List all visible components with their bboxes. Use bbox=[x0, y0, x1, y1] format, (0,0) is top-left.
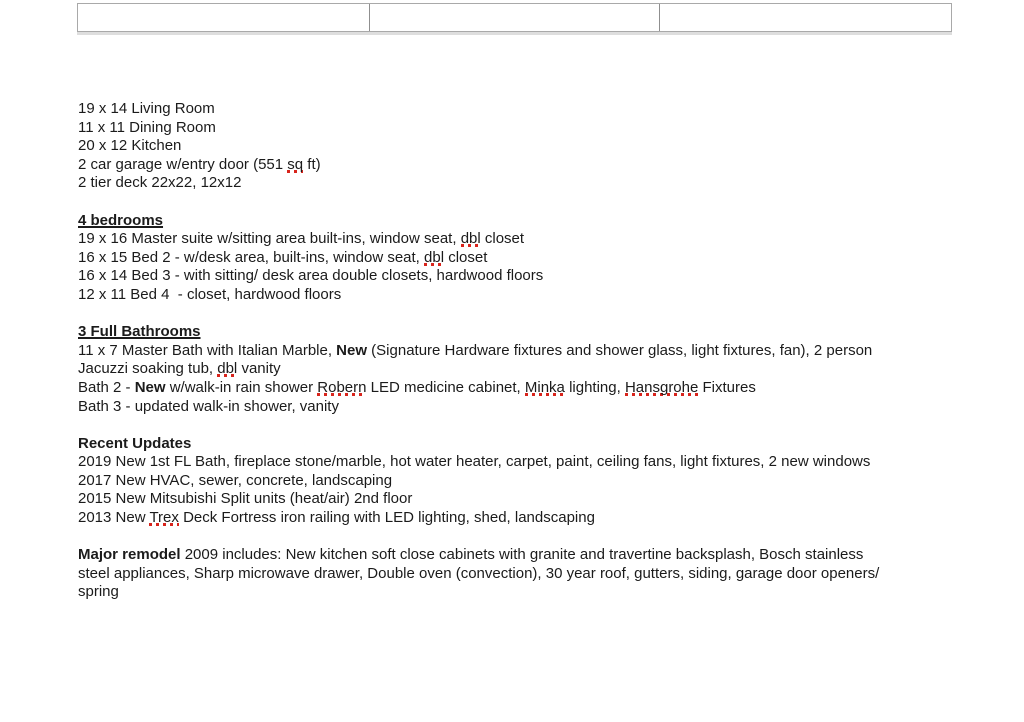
text-run: 12 x 11 Bed 4 - closet, hardwood floors bbox=[78, 285, 342, 303]
document-body bbox=[78, 100, 958, 602]
section-rooms bbox=[78, 100, 958, 193]
text-line bbox=[78, 342, 958, 361]
section-heading-bathrooms: 3 Full Bathrooms bbox=[78, 323, 201, 341]
text-line bbox=[78, 119, 958, 138]
text-run: 2013 New bbox=[78, 509, 150, 527]
text-run: closet bbox=[444, 248, 488, 266]
bold-text-run: Major remodel bbox=[78, 546, 181, 564]
text-line bbox=[78, 174, 958, 193]
text-run: (Signature Hardware fixtures and shower glass, light fixtures, fan), 2 person bbox=[367, 341, 873, 359]
text-run: Bath 2 - bbox=[78, 378, 135, 396]
spellcheck-word: dbl bbox=[424, 248, 445, 266]
section-heading-bedrooms: 4 bedrooms bbox=[78, 211, 164, 229]
table-cell-3 bbox=[660, 4, 951, 31]
text-run: LED medicine cabinet, bbox=[366, 378, 525, 396]
text-line bbox=[78, 398, 958, 417]
text-line bbox=[78, 472, 958, 491]
text-run: Bath 3 - updated walk-in shower, vanity bbox=[78, 397, 339, 415]
text-line bbox=[78, 490, 958, 509]
header-table bbox=[77, 3, 952, 32]
text-run: 19 x 16 Master suite w/sitting area built-ins, window seat, bbox=[78, 230, 461, 248]
table-cell-2 bbox=[370, 4, 659, 31]
section-heading-recent-updates: Recent Updates bbox=[78, 434, 192, 452]
text-run: 2 tier deck 22x22, 12x12 bbox=[78, 174, 242, 192]
text-line bbox=[78, 583, 958, 602]
spellcheck-word: Robern bbox=[317, 378, 367, 396]
section-recent-updates bbox=[78, 435, 958, 528]
text-line bbox=[78, 509, 958, 528]
text-run: 2017 New HVAC, sewer, concrete, landscaping bbox=[78, 471, 393, 489]
text-run: spring bbox=[78, 583, 119, 601]
text-run: 11 x 11 Dining Room bbox=[78, 118, 216, 136]
text-run: lighting, bbox=[564, 378, 625, 396]
text-run: 2015 New Mitsubishi Split units (heat/air) 2nd floor bbox=[78, 490, 413, 508]
text-run: 11 x 7 Master Bath with Italian Marble, bbox=[78, 341, 337, 359]
text-line bbox=[78, 453, 958, 472]
text-run: Jacuzzi soaking tub, bbox=[78, 360, 218, 378]
text-line bbox=[78, 360, 958, 379]
spellcheck-word: dbl bbox=[217, 360, 238, 378]
text-line bbox=[78, 267, 958, 286]
text-run: closet bbox=[480, 230, 525, 248]
text-line bbox=[78, 565, 958, 584]
text-line bbox=[78, 379, 958, 398]
text-line bbox=[78, 137, 958, 156]
section-major-remodel bbox=[78, 546, 958, 602]
bold-text-run: New bbox=[134, 378, 166, 396]
text-line bbox=[78, 156, 958, 175]
spellcheck-word: Trex bbox=[149, 509, 179, 527]
text-run: 20 x 12 Kitchen bbox=[78, 137, 182, 155]
text-line bbox=[78, 546, 958, 565]
bold-text-run: New bbox=[336, 341, 368, 359]
section-bedrooms bbox=[78, 212, 958, 305]
text-run: 2 car garage w/entry door (551 bbox=[78, 155, 288, 173]
text-run: ft) bbox=[303, 155, 321, 173]
table-cell-1 bbox=[78, 4, 370, 31]
text-run: 2009 includes: New kitchen soft close cabinets with granite and travertine backsplash, Bosch stainless bbox=[180, 546, 864, 564]
spellcheck-word: Hansgrohe bbox=[624, 378, 699, 396]
text-line bbox=[78, 249, 958, 268]
text-line bbox=[78, 230, 958, 249]
text-run: 16 x 15 Bed 2 - w/desk area, built-ins, window seat, bbox=[78, 248, 425, 266]
text-run: steel appliances, Sharp microwave drawer, Double oven (convection), 30 year roof, gutters, siding, garage door openers/ bbox=[78, 564, 880, 582]
text-run: vanity bbox=[237, 360, 281, 378]
spellcheck-word: dbl bbox=[460, 230, 481, 248]
text-run: Fixtures bbox=[698, 378, 756, 396]
text-run: 2019 New 1st FL Bath, fireplace stone/marble, hot water heater, carpet, paint, ceiling fans, light fixtures, 2 new windows bbox=[78, 453, 871, 471]
text-run: Deck Fortress iron railing with LED lighting, shed, landscaping bbox=[178, 509, 595, 527]
text-run: 16 x 14 Bed 3 - with sitting/ desk area double closets, hardwood floors bbox=[78, 267, 544, 285]
text-run: w/walk-in rain shower bbox=[165, 378, 318, 396]
text-line bbox=[78, 100, 958, 119]
spellcheck-word: sq bbox=[287, 155, 304, 173]
section-bathrooms bbox=[78, 323, 958, 416]
spellcheck-word: Minka bbox=[524, 378, 565, 396]
text-line bbox=[78, 286, 958, 305]
text-run: 19 x 14 Living Room bbox=[78, 100, 215, 117]
